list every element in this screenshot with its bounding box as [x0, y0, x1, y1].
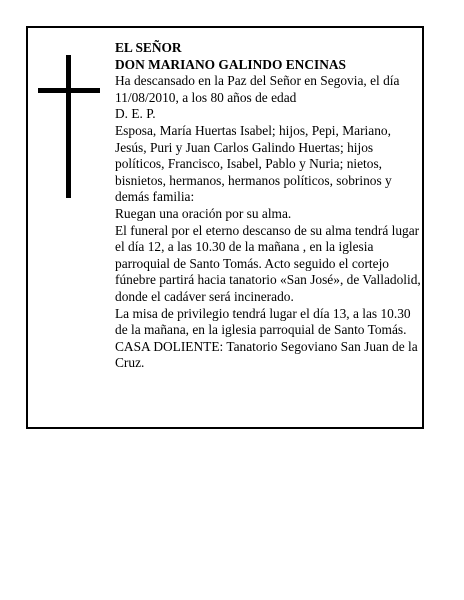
mass-details: La misa de privilegio tendrá lugar el día 13, a las 10.30 de la mañana, en la iglesia parroquial de Santo Tomás. — [115, 305, 411, 338]
rip-line: D. E. P. — [115, 106, 156, 122]
funeral-details: El funeral por el eterno descanso de su alma tendrá lugar el día 12, a las 10.30 de la mañana , en la iglesia parroquial de Santo Tomás. Acto seguido el cortejo fúnebre partirá hacia tanatorio «San José», de Valladolid, donde el cadáver será incinerado. — [115, 222, 421, 304]
family-list: Esposa, María Huertas Isabel; hijos, Pepi, Mariano, Jesús, Puri y Juan Carlos Galindo Huertas; hijos políticos, Francisco, Isabel, Pablo y Nuria; nietos, bisnietos, hermanos, hermanos políticos, sobrinos y demás familia: — [115, 122, 392, 205]
cross-icon — [38, 55, 100, 198]
cross-horizontal-bar — [38, 88, 100, 93]
mourning-house: CASA DOLIENTE: Tanatorio Segoviano San Juan de la Cruz. — [115, 338, 418, 371]
obituary-notice — [26, 26, 424, 429]
cross-vertical-bar — [66, 55, 71, 198]
deceased-name: DON MARIANO GALINDO ENCINAS — [115, 56, 347, 72]
heading-title: EL SEÑOR — [115, 40, 182, 55]
obituary-text — [115, 40, 421, 372]
death-announcement: Ha descansado en la Paz del Señor en Segovia, el día 11/08/2010, a los 80 años de edad — [115, 73, 400, 105]
prayer-request: Ruegan una oración por su alma. — [115, 205, 292, 221]
